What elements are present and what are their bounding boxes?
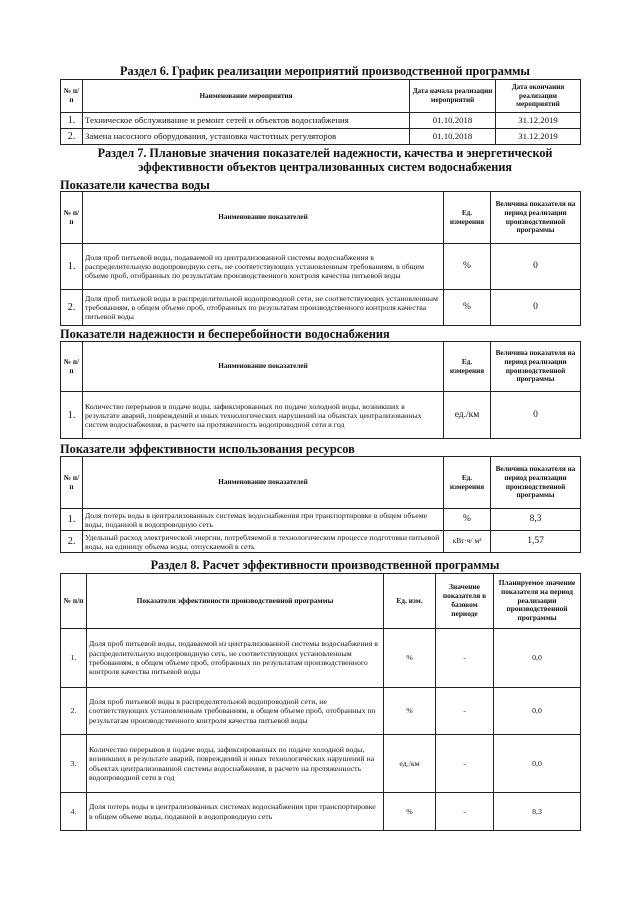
header-start: Дата начала реализации мероприятий <box>410 80 496 113</box>
row-num: 2. <box>61 688 87 735</box>
row-planned: 0,0 <box>494 688 581 735</box>
section6-title: Раздел 6. График реализации мероприятий производственной программы <box>120 64 530 78</box>
reliability-heading: Показатели надежности и бесперебойности водоснабжения <box>60 327 390 341</box>
section8-title-wrap <box>60 558 590 572</box>
row-value: 1,57 <box>491 531 581 553</box>
table-row <box>61 129 581 145</box>
section7-title-wrap <box>60 146 590 174</box>
row-unit: % <box>384 793 436 831</box>
header-value: Величина показателя на период реализации производственной программы <box>491 457 581 509</box>
header-num: № п/п <box>61 457 83 509</box>
row-value: 0 <box>491 290 581 326</box>
row-planned: 8,3 <box>494 793 581 831</box>
table-header-row <box>61 192 581 244</box>
row-name: Доля потерь воды в централизованных системах водоснабжения при транспортировке в общем объеме воды, поданной в водопроводную сеть <box>83 509 444 531</box>
header-planned: Планируемое значение показателя на период реализации производственной программы <box>494 574 581 629</box>
table-header-row <box>61 342 581 392</box>
row-name: Доля проб питьевой воды, подаваемой из централизованной системы водоснабжения в распределительную водопроводную сеть, не соответствующих установленным требованиям, в общем объеме проб, отобранных по результатам производственного контроля качества питьевой воды <box>83 244 444 290</box>
row-num: 2. <box>61 129 83 145</box>
row-name: Доля потерь воды в централизованных системах водоснабжения при транспортировке в общем объеме воды, поданной в водопроводную сеть <box>87 793 384 831</box>
row-num: 2. <box>61 531 83 553</box>
row-name: Техническое обслуживание и ремонт сетей и объектов водоснабжения <box>83 113 410 129</box>
reliability-table <box>60 341 581 439</box>
row-num: 4. <box>61 793 87 831</box>
row-unit: % <box>384 688 436 735</box>
row-value: 8,3 <box>491 509 581 531</box>
row-name: Доля проб питьевой воды в распределительной водопроводной сети, не соответствующих установленным требованиям, в общем объеме проб, отобранных по результатам производственного контроля качества питьевой воды <box>83 290 444 326</box>
row-start: 01.10.2018 <box>410 129 496 145</box>
row-num: 1. <box>61 392 83 439</box>
table-row <box>61 688 581 735</box>
row-end: 31.12.2019 <box>496 129 581 145</box>
row-base: - <box>436 793 494 831</box>
row-num: 1. <box>61 629 87 688</box>
row-base: - <box>436 629 494 688</box>
quality-table <box>60 191 581 326</box>
header-name: Наименование показателей <box>83 457 444 509</box>
row-num: 1. <box>61 509 83 531</box>
row-start: 01.10.2018 <box>410 113 496 129</box>
header-unit: Ед. изм. <box>384 574 436 629</box>
row-planned: 0,0 <box>494 629 581 688</box>
efficiency-heading: Показатели эффективности использования ресурсов <box>60 442 355 456</box>
table-row <box>61 629 581 688</box>
header-unit: Ед. измерения <box>444 342 491 392</box>
header-name: Наименование показателей <box>83 192 444 244</box>
row-value: 0 <box>491 392 581 439</box>
row-unit: кВт·ч/ м³ <box>444 531 491 553</box>
table-row <box>61 290 581 326</box>
table-row <box>61 509 581 531</box>
section7-title-line2: эффективности объектов централизованных систем водоснабжения <box>138 160 512 174</box>
header-num: № п/п <box>61 80 83 113</box>
header-value: Величина показателя на период реализации производственной программы <box>491 342 581 392</box>
header-base: Значение показателя в базовом периоде <box>436 574 494 629</box>
efficiency-table <box>60 456 581 553</box>
row-num: 2. <box>61 290 83 326</box>
table-row <box>61 531 581 553</box>
row-name: Замена насосного оборудования, установка частотных регуляторов <box>83 129 410 145</box>
header-name: Наименование показателей <box>83 342 444 392</box>
header-name: Показатели эффективности производственной программы <box>87 574 384 629</box>
header-num: № п/п <box>61 342 83 392</box>
row-name: Удельный расход электрической энергии, потребляемой в технологическом процессе подготовки питьевой воды, на единицу объема воды, отпускаемой в сеть <box>83 531 444 553</box>
table-row <box>61 735 581 793</box>
row-unit: ед./км <box>444 392 491 439</box>
row-name: Доля проб питьевой воды, подаваемой из централизованной системы водоснабжения в распределительную водопроводную сеть, не соответствующих установленным требованиям, в общем объеме проб, отобранных по результатам производственного контроля качества питьевой воды <box>87 629 384 688</box>
header-value: Величина показателя на период реализации производственной программы <box>491 192 581 244</box>
row-num: 3. <box>61 735 87 793</box>
row-planned: 0,0 <box>494 735 581 793</box>
section6-title-wrap <box>60 64 590 78</box>
table-row <box>61 113 581 129</box>
row-num: 1. <box>61 244 83 290</box>
table-header-row <box>61 457 581 509</box>
header-end: Дата окончания реализации мероприятий <box>496 80 581 113</box>
row-unit: % <box>444 509 491 531</box>
row-unit: % <box>444 290 491 326</box>
row-num: 1. <box>61 113 83 129</box>
table-row <box>61 392 581 439</box>
row-end: 31.12.2019 <box>496 113 581 129</box>
header-name: Наименование мероприятия <box>83 80 410 113</box>
row-value: 0 <box>491 244 581 290</box>
table-header-row <box>61 574 581 629</box>
row-base: - <box>436 735 494 793</box>
header-num: № п/п <box>61 192 83 244</box>
table-header-row <box>61 80 581 113</box>
row-name: Доля проб питьевой воды в распределительной водопроводной сети, не соответствующих установленным требованиям, в общем объеме проб, отобранных по результатам производственного контроля качества питьевой воды <box>87 688 384 735</box>
section6-table <box>60 79 581 145</box>
row-name: Количество перерывов в подаче воды, зафиксированных по подаче холодной воды, возникших в результате аварий, повреждений и иных технологических нарушений на объектах централизованных систем водоснабжения, в расчете на протяженность водопроводной сети в год <box>83 392 444 439</box>
header-num: № п/п <box>61 574 87 629</box>
table-row <box>61 793 581 831</box>
section7-title-line1: Раздел 7. Плановые значения показателей надежности, качества и энергетической <box>97 146 553 160</box>
row-name: Количество перерывов в подаче воды, зафиксированных по подаче холодной воды, возникших в результате аварий, повреждений и иных технологических нарушений на объектах централизованной системы водоснабжения, в расчете на протяженность водопроводной сети в год <box>87 735 384 793</box>
row-base: - <box>436 688 494 735</box>
header-unit: Ед. измерения <box>444 192 491 244</box>
section8-title: Раздел 8. Расчет эффективности производственной программы <box>150 558 500 572</box>
row-unit: ед./км <box>384 735 436 793</box>
header-unit: Ед. измерения <box>444 457 491 509</box>
row-unit: % <box>384 629 436 688</box>
table-row <box>61 244 581 290</box>
quality-heading: Показатели качества воды <box>60 178 210 192</box>
section8-table <box>60 573 581 831</box>
row-unit: % <box>444 244 491 290</box>
